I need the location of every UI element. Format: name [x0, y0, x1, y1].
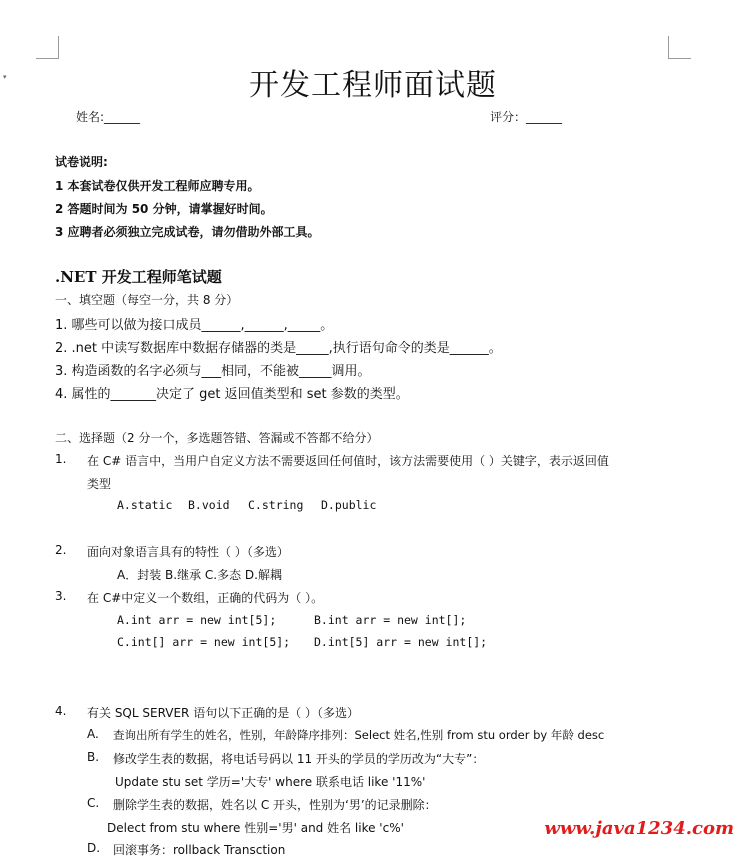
option-c-code: Delect from stu where 性别='男' and 姓名 like 'c%': [107, 821, 404, 835]
option-a: A.static: [117, 498, 173, 512]
instruction-item: 3 应聘者必须独立完成试卷，请勿借助外部工具。: [55, 225, 320, 239]
option-a-text: 查询出所有学生的姓名，性别，年龄降序排列：Select 姓名,性别 from stu order by 年龄 desc: [113, 728, 605, 742]
fill-blank-item: 4. 属性的_______决定了 get 返回值类型和 set 参数的类型。: [55, 387, 409, 402]
fill-blank-item: 3. 构造函数的名字必须与___相同，不能被_____调用。: [55, 364, 371, 379]
option-b-code: Update stu set 学历='大专' where 联系电话 like '11%': [115, 775, 426, 789]
fill-blank-heading: 一、填空题（每空一分，共 8 分）: [55, 293, 239, 307]
document-title: 开发工程师面试题: [249, 68, 497, 103]
fill-blank-item: 1. 哪些可以做为接口成员______,______,_____。: [55, 318, 334, 333]
question-text: 有关 SQL SERVER 语句以下正确的是（ ）（多选）: [87, 706, 360, 720]
option-b-label: B.: [87, 750, 100, 764]
question-text: 在 C# 语言中，当用户自定义方法不需要返回任何值时，该方法需要使用（ ）关键字，表示返回值: [87, 454, 609, 468]
option-a-label: A.: [87, 727, 99, 741]
instruction-item: 1 本套试卷仅供开发工程师应聘专用。: [55, 179, 260, 193]
option-b-text: 修改学生表的数据，将电话号码以 11 开头的学员的学历改为“大专”：: [113, 752, 485, 766]
option-d-text: 回滚事务：rollback Transction: [113, 843, 286, 857]
question-text: 在 C#中定义一个数组，正确的代码为（ ）。: [87, 591, 324, 605]
name-field-label: 姓名:______: [76, 110, 141, 124]
question-number: 4.: [55, 704, 67, 718]
option-d: D.int[5] arr = new int[];: [314, 635, 488, 649]
option-a: A.int arr = new int[5];: [117, 613, 277, 627]
option-c: C.int[] arr = new int[5];: [117, 635, 291, 649]
watermark: www.java1234.com: [544, 818, 734, 839]
option-d-label: D.: [87, 841, 101, 855]
option-c-label: C.: [87, 796, 100, 810]
choice-heading: 二、选择题（2 分一个，多选题答错、答漏或不答都不给分）: [55, 431, 379, 445]
section-title: .NET 开发工程师笔试题: [55, 268, 222, 286]
option-d: D.public: [321, 498, 377, 512]
page-corner-mark-top-right: [668, 36, 691, 59]
instruction-item: 2 答题时间为 50 分钟，请掌握好时间。: [55, 202, 273, 216]
collapse-marker-icon: ▾: [3, 73, 7, 81]
score-field-label: 评分：______: [490, 110, 563, 124]
question-number: 2.: [55, 543, 67, 557]
option-c: C.string: [248, 498, 304, 512]
question-number: 3.: [55, 589, 67, 603]
question-text: 面向对象语言具有的特性（ ）（多选）: [87, 545, 289, 559]
option-b: B.void: [188, 498, 230, 512]
page-corner-mark-top-left: [36, 36, 59, 59]
instructions-heading: 试卷说明:: [55, 155, 108, 169]
question-options: A．封装 B.继承 C.多态 D.解耦: [117, 568, 282, 582]
option-c-text: 删除学生表的数据，姓名以 C 开头，性别为‘男’的记录删除：: [113, 798, 437, 812]
question-number: 1.: [55, 452, 67, 466]
option-b: B.int arr = new int[];: [314, 613, 467, 627]
question-text: 类型: [87, 477, 112, 491]
fill-blank-item: 2. .net 中读写数据库中数据存储器的类是_____,执行语句命令的类是______。: [55, 341, 502, 356]
